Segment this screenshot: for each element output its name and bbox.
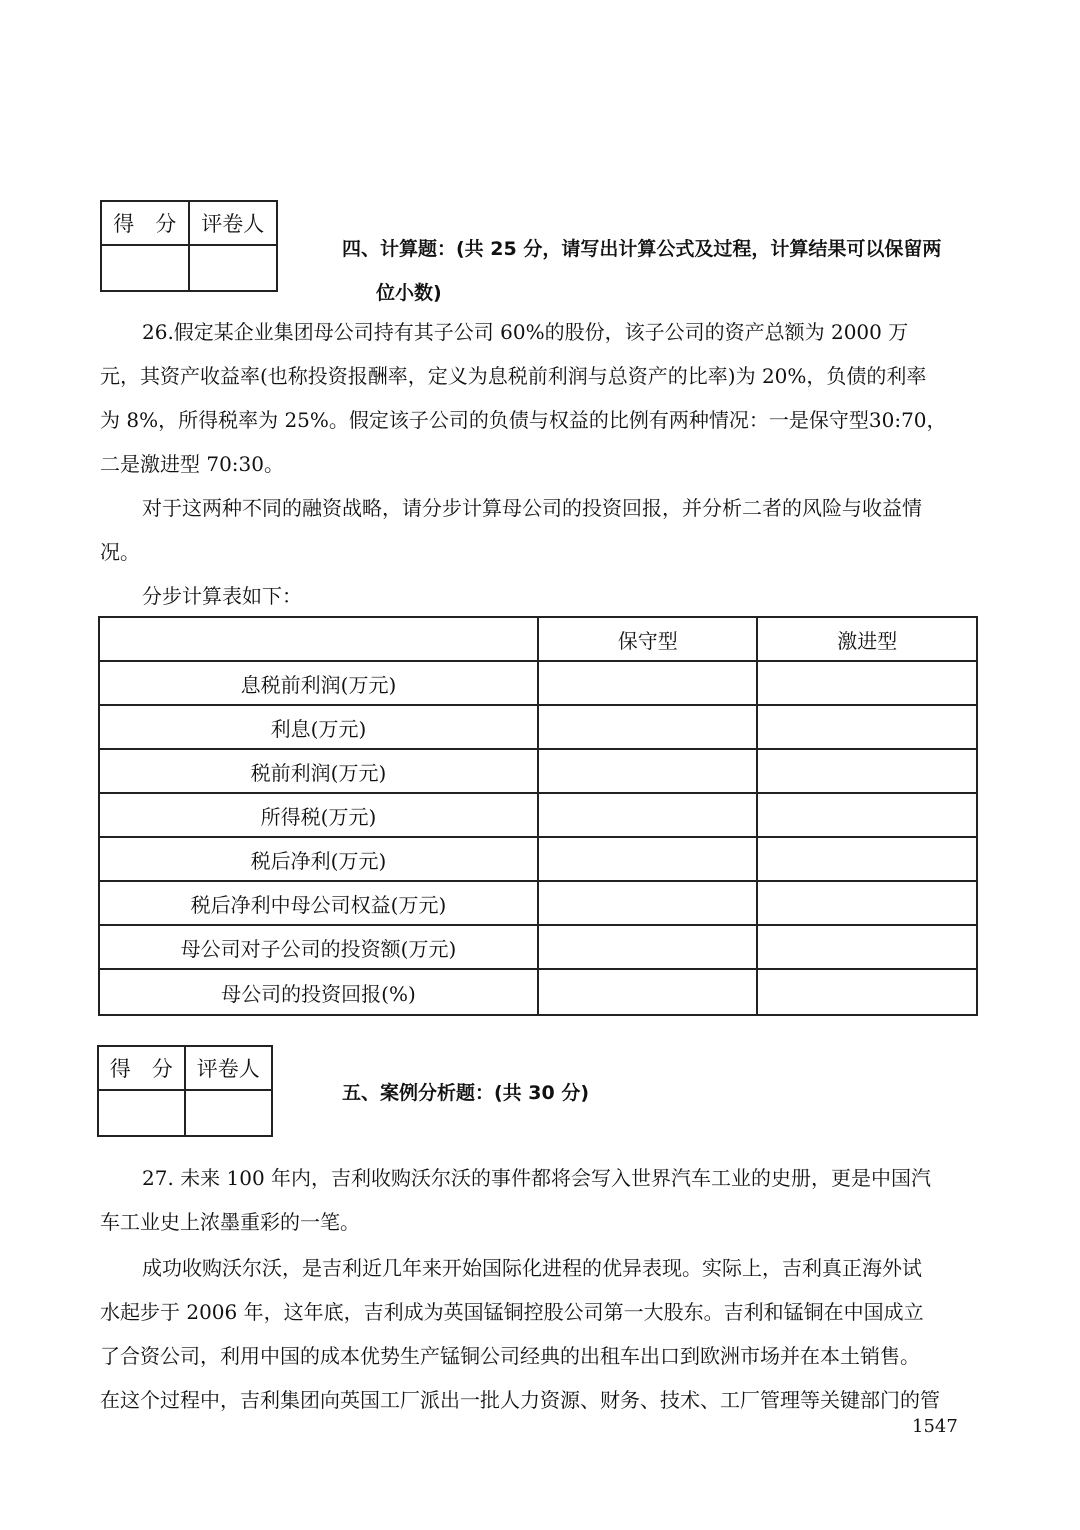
score-box-section-4 xyxy=(100,200,278,292)
cell-aggressive[interactable] xyxy=(757,661,977,705)
cell-aggressive[interactable] xyxy=(757,969,977,1015)
reviewer-blank[interactable] xyxy=(185,1090,272,1136)
score-label: 得 分 xyxy=(98,1046,185,1090)
question-27-para2 xyxy=(100,1246,940,1422)
question-26 xyxy=(100,310,947,486)
table-row xyxy=(99,969,977,1015)
score-blank[interactable] xyxy=(98,1090,185,1136)
calculation-table xyxy=(98,616,978,1016)
cell-conservative[interactable] xyxy=(538,881,758,925)
header-conservative: 保守型 xyxy=(538,617,758,661)
q27-para-line: 成功收购沃尔沃，是吉利近几年来开始国际化进程的优异表现。实际上，吉利真正海外试 xyxy=(142,1256,922,1280)
table-row xyxy=(99,661,977,705)
reviewer-label: 评卷人 xyxy=(189,201,277,245)
q26-line: 26.假定某企业集团母公司持有其子公司 60%的股份，该子公司的资产总额为 2000 万 xyxy=(142,320,909,344)
cell-aggressive[interactable] xyxy=(757,793,977,837)
page-number: 1547 xyxy=(912,1416,958,1437)
cell-conservative[interactable] xyxy=(538,793,758,837)
score-label: 得 分 xyxy=(101,201,189,245)
cell-aggressive[interactable] xyxy=(757,705,977,749)
table-row xyxy=(99,705,977,749)
reviewer-label: 评卷人 xyxy=(185,1046,272,1090)
table-row xyxy=(99,837,977,881)
question-26-ask xyxy=(100,486,922,574)
score-blank[interactable] xyxy=(101,245,189,291)
table-intro: 分步计算表如下： xyxy=(142,584,302,608)
q27-para-line: 在这个过程中，吉利集团向英国工厂派出一批人力资源、财务、技术、工厂管理等关键部门的管 xyxy=(100,1388,940,1412)
cell-conservative[interactable] xyxy=(538,925,758,969)
reviewer-blank[interactable] xyxy=(189,245,277,291)
cell-conservative[interactable] xyxy=(538,837,758,881)
table-header-row xyxy=(99,617,977,661)
q27-para-line: 了合资公司，利用中国的成本优势生产锰铜公司经典的出租车出口到欧洲市场并在本土销售。 xyxy=(100,1344,920,1368)
q27-line: 车工业史上浓墨重彩的一笔。 xyxy=(100,1210,360,1234)
cell-aggressive[interactable] xyxy=(757,925,977,969)
q27-para-line: 水起步于 2006 年，这年底，吉利成为英国锰铜控股公司第一大股东。吉利和锰铜在中国成立 xyxy=(100,1300,924,1324)
row-label: 税后净利(万元) xyxy=(99,837,538,881)
cell-conservative[interactable] xyxy=(538,661,758,705)
q26-ask-line: 对于这两种不同的融资战略，请分步计算母公司的投资回报，并分析二者的风险与收益情 xyxy=(142,496,922,520)
section-4-title-line2: 位小数) xyxy=(376,282,442,304)
row-label: 税前利润(万元) xyxy=(99,749,538,793)
q27-line: 27. 未来 100 年内，吉利收购沃尔沃的事件都将会写入世界汽车工业的史册，更是中国汽 xyxy=(142,1166,932,1190)
q26-line: 二是激进型 70:30。 xyxy=(100,452,284,476)
score-box-section-5 xyxy=(97,1045,273,1137)
cell-conservative[interactable] xyxy=(538,749,758,793)
row-label: 母公司的投资回报(%) xyxy=(99,969,538,1015)
row-label: 利息(万元) xyxy=(99,705,538,749)
cell-aggressive[interactable] xyxy=(757,837,977,881)
row-label: 母公司对子公司的投资额(万元) xyxy=(99,925,538,969)
cell-conservative[interactable] xyxy=(538,705,758,749)
section-4-title-line1: 四、计算题：(共 25 分，请写出计算公式及过程，计算结果可以保留两 xyxy=(342,238,942,260)
table-row xyxy=(99,925,977,969)
row-label: 税后净利中母公司权益(万元) xyxy=(99,881,538,925)
q26-line: 元，其资产收益率(也称投资报酬率，定义为息税前利润与总资产的比率)为 20%，负债的利率 xyxy=(100,364,927,388)
row-label: 息税前利润(万元) xyxy=(99,661,538,705)
q26-line: 为 8%，所得税率为 25%。假定该子公司的负债与权益的比例有两种情况：一是保守型30:70， xyxy=(100,408,947,432)
table-row xyxy=(99,749,977,793)
question-27 xyxy=(100,1156,931,1244)
row-label: 所得税(万元) xyxy=(99,793,538,837)
table-row xyxy=(99,793,977,837)
cell-aggressive[interactable] xyxy=(757,749,977,793)
table-row xyxy=(99,881,977,925)
header-empty xyxy=(99,617,538,661)
header-aggressive: 激进型 xyxy=(757,617,977,661)
cell-conservative[interactable] xyxy=(538,969,758,1015)
section-5-title: 五、案例分析题：(共 30 分) xyxy=(342,1082,590,1104)
cell-aggressive[interactable] xyxy=(757,881,977,925)
q26-ask-line: 况。 xyxy=(100,540,140,564)
